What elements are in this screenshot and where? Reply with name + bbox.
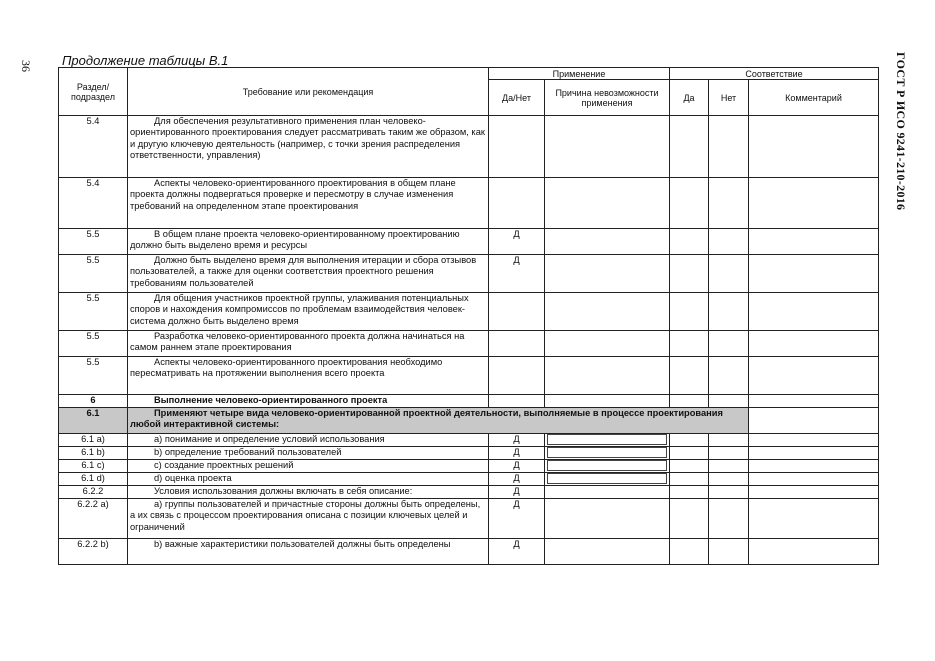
row-requirement: c) создание проектных решений xyxy=(128,460,489,473)
table-row xyxy=(59,499,879,539)
table-row xyxy=(59,486,879,499)
row-yes-no: Д xyxy=(489,434,545,447)
row-requirement: Аспекты человеко-ориентированного проектирования необходимо пересматривать на протяжении выполнения всего проекта xyxy=(128,357,489,395)
row-section: 6.1 b) xyxy=(59,447,128,460)
row-yes-no: Д xyxy=(489,255,545,293)
header-yes: Да xyxy=(670,80,709,116)
header-reason: Причина невозможности применения xyxy=(545,80,670,116)
header-conformance: Соответствие xyxy=(670,68,879,80)
requirements-table xyxy=(58,67,879,565)
table-row xyxy=(59,434,879,447)
header-comment: Комментарий xyxy=(749,80,879,116)
row-requirement: d) оценка проекта xyxy=(128,473,489,486)
section-heading: Выполнение человеко-ориентированного проекта xyxy=(128,395,489,408)
row-yes-no: Д xyxy=(489,229,545,255)
row-section: 5.5 xyxy=(59,255,128,293)
section-intro-row xyxy=(59,408,879,434)
table-row xyxy=(59,473,879,486)
row-section: 6.1 c) xyxy=(59,460,128,473)
row-yes-no: Д xyxy=(489,486,545,499)
section-heading-row xyxy=(59,395,879,408)
page-number: 36 xyxy=(19,60,33,72)
row-section: 5.5 xyxy=(59,357,128,395)
table-row xyxy=(59,178,879,229)
row-section: 5.5 xyxy=(59,331,128,357)
row-section: 5.5 xyxy=(59,229,128,255)
row-requirement: b) определение требований пользователей xyxy=(128,447,489,460)
section-intro-text: Применяют четыре вида человеко-ориентированной проектной деятельности, выполняемые в процессе проектирования любой интерактивной системы: xyxy=(128,408,749,434)
row-section: 6.2.2 b) xyxy=(59,539,128,565)
table-row xyxy=(59,229,879,255)
row-requirement: a) группы пользователей и причастные стороны должны быть определены, а их связь с процессом проектирования описана с позиции ключевых целей и ограничений xyxy=(128,499,489,539)
reason-box xyxy=(547,473,667,484)
table-row xyxy=(59,255,879,293)
row-yes-no: Д xyxy=(489,460,545,473)
row-requirement: Условия использования должны включать в себя описание: xyxy=(128,486,489,499)
row-yes-no xyxy=(489,116,545,178)
row-requirement: b) важные характеристики пользователей должны быть определены xyxy=(128,539,489,565)
row-yes-no: Д xyxy=(489,473,545,486)
table-row xyxy=(59,331,879,357)
row-section: 6 xyxy=(59,395,128,408)
header-yes-no: Да/Нет xyxy=(489,80,545,116)
row-section: 5.5 xyxy=(59,293,128,331)
row-requirement: В общем плане проекта человеко-ориентированному проектированию должно быть выделено время и ресурсы xyxy=(128,229,489,255)
row-yes-no xyxy=(489,178,545,229)
row-section: 5.4 xyxy=(59,178,128,229)
document-standard-title: ГОСТ Р ИСО 9241-210-2016 xyxy=(894,52,908,211)
row-section: 6.1 d) xyxy=(59,473,128,486)
header-section: Раздел/ подраздел xyxy=(59,68,128,116)
table-caption: Продолжение таблицы В.1 xyxy=(62,53,229,68)
row-yes-no xyxy=(489,357,545,395)
header-no: Нет xyxy=(709,80,749,116)
row-requirement: a) понимание и определение условий использования xyxy=(128,434,489,447)
reason-box xyxy=(547,447,667,458)
table-row xyxy=(59,357,879,395)
row-yes-no: Д xyxy=(489,447,545,460)
row-section: 6.2.2 a) xyxy=(59,499,128,539)
row-section: 6.1 a) xyxy=(59,434,128,447)
header-requirement: Требование или рекомендация xyxy=(128,68,489,116)
row-section: 6.2.2 xyxy=(59,486,128,499)
row-yes-no xyxy=(489,331,545,357)
reason-box xyxy=(547,434,667,445)
row-section: 5.4 xyxy=(59,116,128,178)
row-requirement: Разработка человеко-ориентированного проекта должна начинаться на самом раннем этапе проектирования xyxy=(128,331,489,357)
row-yes-no xyxy=(489,293,545,331)
row-yes-no: Д xyxy=(489,499,545,539)
table-row xyxy=(59,460,879,473)
row-requirement: Аспекты человеко-ориентированного проектирования в общем плане проекта должны подвергаться проверке и пересмотру в случае изменения требований на определенном этапе проектирования xyxy=(128,178,489,229)
row-requirement: Должно быть выделено время для выполнения итерации и сбора отзывов пользователей, а также для оценки соответствия проектного решения требованиям пользователей xyxy=(128,255,489,293)
reason-box xyxy=(547,460,667,471)
table-row xyxy=(59,293,879,331)
header-application: Применение xyxy=(489,68,670,80)
table-row xyxy=(59,447,879,460)
row-requirement: Для общения участников проектной группы, улаживания потенциальных споров и нахождения компромиссов по проблемам взаимодействия человек-система должно быть выделено время xyxy=(128,293,489,331)
row-yes-no: Д xyxy=(489,539,545,565)
table-row xyxy=(59,539,879,565)
row-section: 6.1 xyxy=(59,408,128,434)
table-row xyxy=(59,116,879,178)
row-requirement: Для обеспечения результативного применения план человеко-ориентированного проектирования следует рассматривать таким же образом, как и другую ключевую деятельность (например, с точки зрения распределения ответственности, управления) xyxy=(128,116,489,178)
